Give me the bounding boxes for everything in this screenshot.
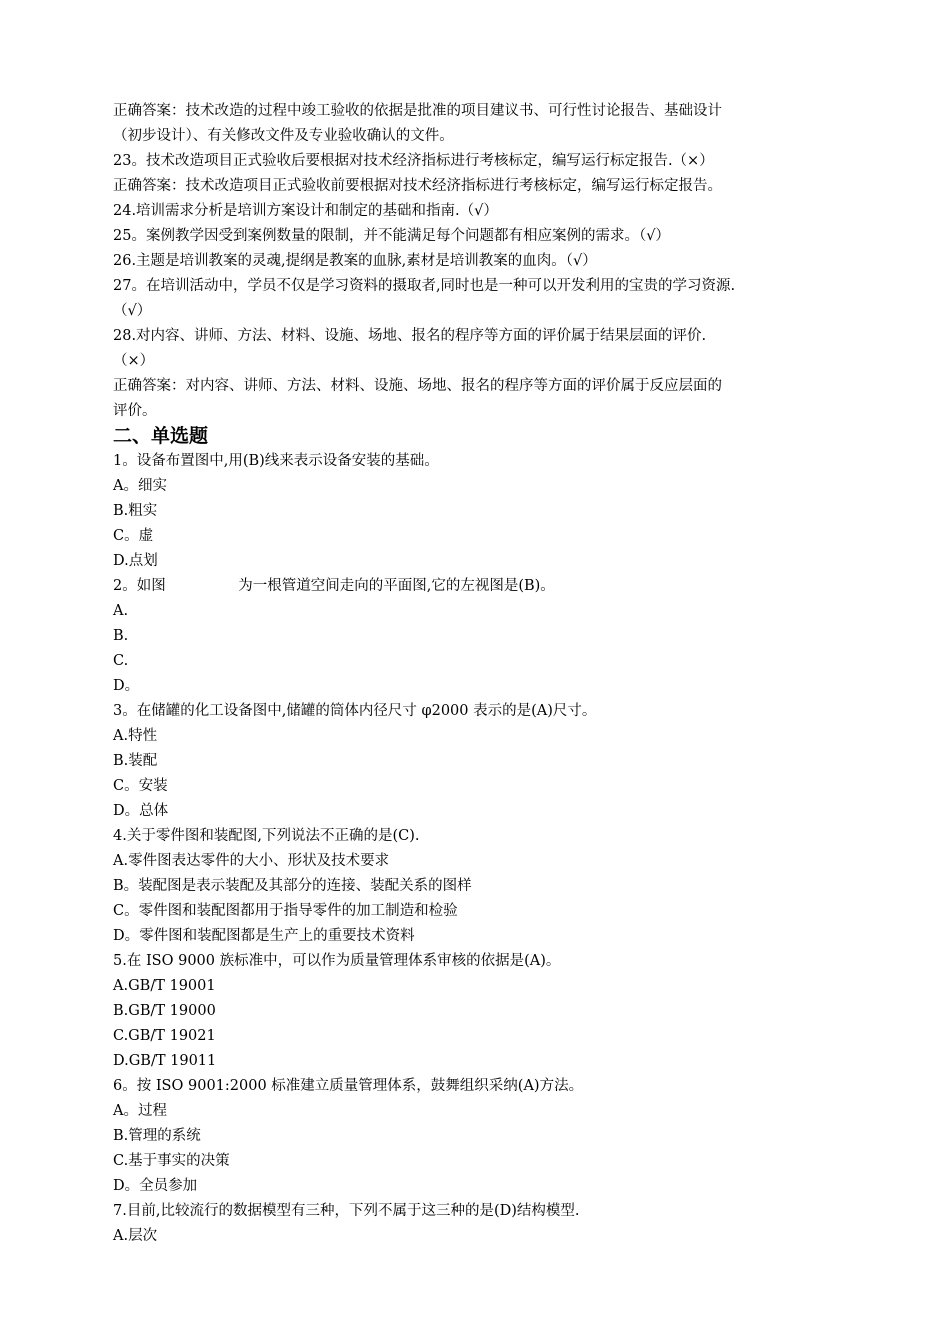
option-line: C。零件图和装配图都用于指导零件的加工制造和检验 — [113, 903, 458, 919]
option-line: B.装配 — [113, 753, 158, 769]
option-line: D。总体 — [113, 803, 169, 819]
statement-line: 25。案例教学因受到案例数量的限制，并不能满足每个问题都有相应案例的需求。（√） — [113, 228, 670, 244]
question-line: 4.关于零件图和装配图,下列说法不正确的是(C). — [113, 828, 420, 844]
option-line: A。过程 — [113, 1103, 167, 1119]
question-line: 1。设备布置图中,用(B)线来表示设备安装的基础。 — [113, 453, 439, 469]
section-heading: 二、单选题 — [113, 425, 209, 447]
question-line: 5.在 ISO 9000 族标准中，可以作为质量管理体系审核的依据是(A)。 — [113, 953, 561, 969]
question-line: 6。按 ISO 9001:2000 标准建立质量管理体系，鼓舞组织采纳(A)方法。 — [113, 1078, 584, 1094]
option-line: D。 — [113, 678, 140, 694]
option-line: A.GB/T 19001 — [113, 978, 216, 994]
option-line: C.基于事实的决策 — [113, 1153, 230, 1169]
option-line: A.零件图表达零件的大小、形状及技术要求 — [113, 853, 390, 869]
statement-line: （初步设计）、有关修改文件及专业验收确认的文件。 — [113, 128, 454, 144]
statement-line: 评价。 — [113, 403, 157, 419]
statement-line: 26.主题是培训教案的灵魂,提纲是教案的血脉,素材是培训教案的血肉。（√） — [113, 253, 597, 269]
statement-line: （√） — [113, 303, 152, 319]
statement-line: 27。在培训活动中，学员不仅是学习资料的摄取者,同时也是一种可以开发利用的宝贵的学习资源. — [113, 278, 736, 294]
option-line: D。零件图和装配图都是生产上的重要技术资料 — [113, 928, 415, 944]
correct-answer-line: 正确答案：对内容、讲师、方法、材料、设施、场地、报名的程序等方面的评价属于反应层面的 — [113, 378, 722, 394]
single-choice-questions — [113, 449, 843, 1249]
option-line: A.特性 — [113, 728, 158, 744]
option-line: C。虚 — [113, 528, 154, 544]
question-line: 3。在储罐的化工设备图中,储罐的筒体内径尺寸 φ2000 表示的是(A)尺寸。 — [113, 703, 597, 719]
option-line: C。安装 — [113, 778, 168, 794]
option-line: A. — [113, 603, 129, 619]
true-false-answers — [113, 99, 843, 424]
option-line: D.点划 — [113, 553, 158, 569]
option-line: D.GB/T 19011 — [113, 1053, 217, 1069]
statement-line: 23。技术改造项目正式验收后要根据对技术经济指标进行考核标定，编写运行标定报告.（×） — [113, 153, 714, 169]
statement-line: 24.培训需求分析是培训方案设计和制定的基础和指南.（√） — [113, 203, 498, 219]
option-line: B.粗实 — [113, 503, 158, 519]
correct-answer-line: 正确答案：技术改造的过程中竣工验收的依据是批准的项目建议书、可行性讨论报告、基础设计 — [113, 103, 722, 119]
option-line: B.管理的系统 — [113, 1128, 201, 1144]
option-line: C. — [113, 653, 129, 669]
statement-line: 28.对内容、讲师、方法、材料、设施、场地、报名的程序等方面的评价属于结果层面的评价. — [113, 328, 707, 344]
option-line: B. — [113, 628, 129, 644]
option-line: D。全员参加 — [113, 1178, 198, 1194]
option-line: C.GB/T 19021 — [113, 1028, 216, 1044]
document-page — [113, 99, 843, 1249]
option-line: A。细实 — [113, 478, 167, 494]
question-line: 2。如图 为一根管道空间走向的平面图,它的左视图是(B)。 — [113, 578, 555, 594]
question-line: 7.目前,比较流行的数据模型有三种，下列不属于这三种的是(D)结构模型. — [113, 1203, 580, 1219]
option-line: B.GB/T 19000 — [113, 1003, 216, 1019]
statement-line: （×） — [113, 353, 155, 369]
option-line: A.层次 — [113, 1228, 158, 1244]
option-line: B。装配图是表示装配及其部分的连接、装配关系的图样 — [113, 878, 472, 894]
correct-answer-line: 正确答案：技术改造项目正式验收前要根据对技术经济指标进行考核标定，编写运行标定报告。 — [113, 178, 722, 194]
